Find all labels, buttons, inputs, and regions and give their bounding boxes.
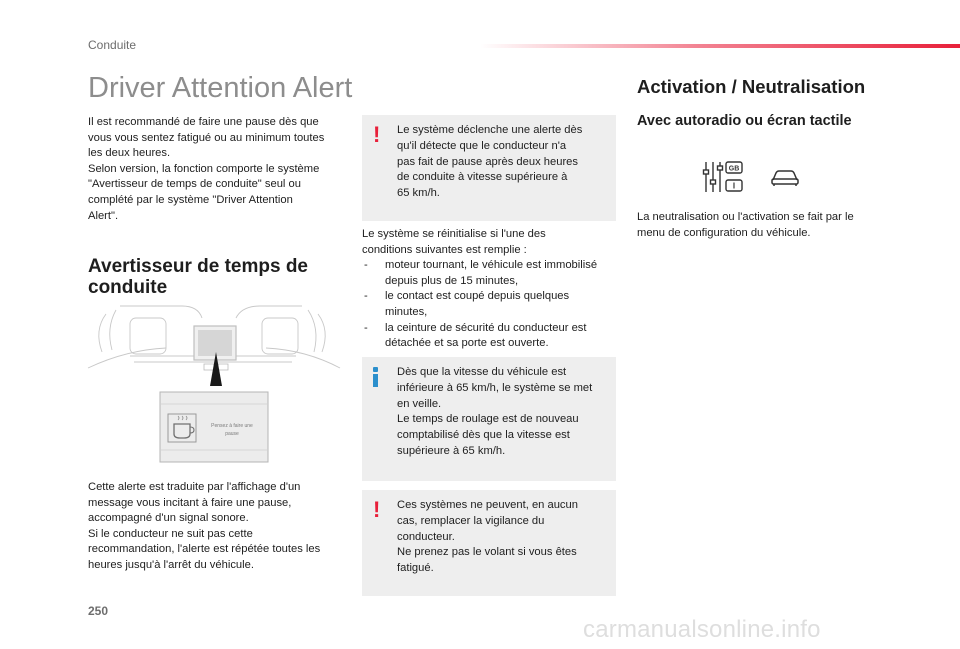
- box-line: inférieure à 65 km/h, le système se met: [397, 381, 593, 394]
- list-item-line: minutes,: [385, 305, 428, 318]
- intro-line: Selon version, la fonction comporte le système: [88, 162, 320, 175]
- box-line: Le temps de roulage est de nouveau: [397, 413, 579, 426]
- box-line: Ne prenez pas le volant si vous êtes: [397, 546, 577, 559]
- intro-paragraph: [88, 115, 350, 224]
- page-number: 250: [88, 604, 109, 618]
- vehicle-settings-icon: [702, 160, 744, 194]
- section-label: Conduite: [88, 38, 137, 52]
- warning-box: [362, 490, 616, 596]
- body-line: menu de configuration du véhicule.: [637, 226, 811, 239]
- heading-line: conduite: [88, 277, 168, 298]
- instrument-cluster-illustration: [86, 300, 342, 472]
- icon-badge-label: I: [732, 181, 736, 191]
- box-line: en veille.: [397, 397, 442, 410]
- box-line: cas, remplacer la vigilance du: [397, 514, 545, 527]
- info-icon: [373, 367, 379, 387]
- intro-line: Alert".: [88, 209, 119, 222]
- subheading-radio: Avec autoradio ou écran tactile: [637, 113, 852, 129]
- list-dash: -: [364, 321, 368, 334]
- box-line: 65 km/h.: [397, 187, 440, 200]
- intro-line: "Avertisseur de temps de conduite" seul ou: [88, 178, 301, 191]
- box-line: conducteur.: [397, 530, 455, 543]
- intro-line: vous vous sentez fatigué ou au minimum toutes: [88, 131, 325, 144]
- box-line: Ces systèmes ne peuvent, en aucun: [397, 499, 578, 511]
- warning-box: [362, 115, 616, 221]
- reset-conditions: [362, 227, 618, 352]
- heading-line: Avertisseur de temps de: [88, 256, 308, 277]
- box-line: de conduite à vitesse supérieure à: [397, 171, 568, 184]
- list-dash: -: [364, 290, 368, 303]
- list-item: [362, 258, 618, 289]
- body-line: message vous incitant à faire une pause,: [88, 496, 292, 509]
- screen-message-line: pause: [225, 431, 239, 437]
- intro-line: complété par le système "Driver Attention: [88, 193, 293, 206]
- list-item-line: la ceinture de sécurité du conducteur est: [385, 321, 587, 334]
- section-heading-activation: Activation / Neutralisation: [637, 76, 866, 97]
- icon-badge-label: GB: [728, 165, 740, 173]
- box-line: fatigué.: [397, 562, 434, 575]
- info-box: [362, 357, 616, 481]
- page-title: Driver Attention Alert: [88, 72, 353, 104]
- list-item-line: depuis plus de 15 minutes,: [385, 274, 519, 287]
- list-item: [362, 321, 618, 352]
- list-item-line: le contact est coupé depuis quelques: [385, 290, 570, 303]
- reset-intro-line: Le système se réinitialise si l'une des: [362, 228, 546, 240]
- activation-description: [637, 210, 887, 241]
- list-item-line: moteur tournant, le véhicule est immobilisé: [385, 259, 598, 272]
- watermark: carmanualsonline.info: [583, 616, 821, 643]
- box-line: supérieure à 65 km/h.: [397, 444, 506, 457]
- list-item-line: détachée et sa porte est ouverte.: [385, 337, 549, 350]
- body-line: Cette alerte est traduite par l'affichage d'un: [88, 481, 301, 493]
- car-icon: [770, 169, 800, 187]
- header-accent-bar: [480, 44, 960, 48]
- box-line: qu'il détecte que le conducteur n'a: [397, 139, 567, 152]
- body-line: recommandation, l'alerte est répétée toutes les: [88, 543, 321, 556]
- screen-message-line: Pensez à faire une: [211, 423, 253, 429]
- body-line: Si le conducteur ne suit pas cette: [88, 527, 253, 540]
- box-line: pas fait de pause après deux heures: [397, 155, 578, 168]
- body-line: heures jusqu'à l'arrêt du véhicule.: [88, 558, 254, 571]
- warning-icon: !: [373, 497, 381, 522]
- box-line: Le système déclenche une alerte dès: [397, 124, 583, 136]
- box-line: comptabilisé dès que la vitesse est: [397, 429, 570, 442]
- intro-line: les deux heures.: [88, 147, 171, 160]
- section-heading-timer: [88, 256, 308, 298]
- list-dash: -: [364, 259, 368, 272]
- list-item: [362, 289, 618, 320]
- reset-intro-line: conditions suivantes est remplie :: [362, 243, 527, 256]
- intro-line: Il est recommandé de faire une pause dès que: [88, 116, 319, 128]
- body-line: La neutralisation ou l'activation se fait par le: [637, 211, 854, 223]
- body-line: accompagné d'un signal sonore.: [88, 512, 249, 525]
- timer-description: [88, 480, 350, 574]
- box-line: Dès que la vitesse du véhicule est: [397, 366, 567, 378]
- warning-icon: !: [373, 122, 381, 147]
